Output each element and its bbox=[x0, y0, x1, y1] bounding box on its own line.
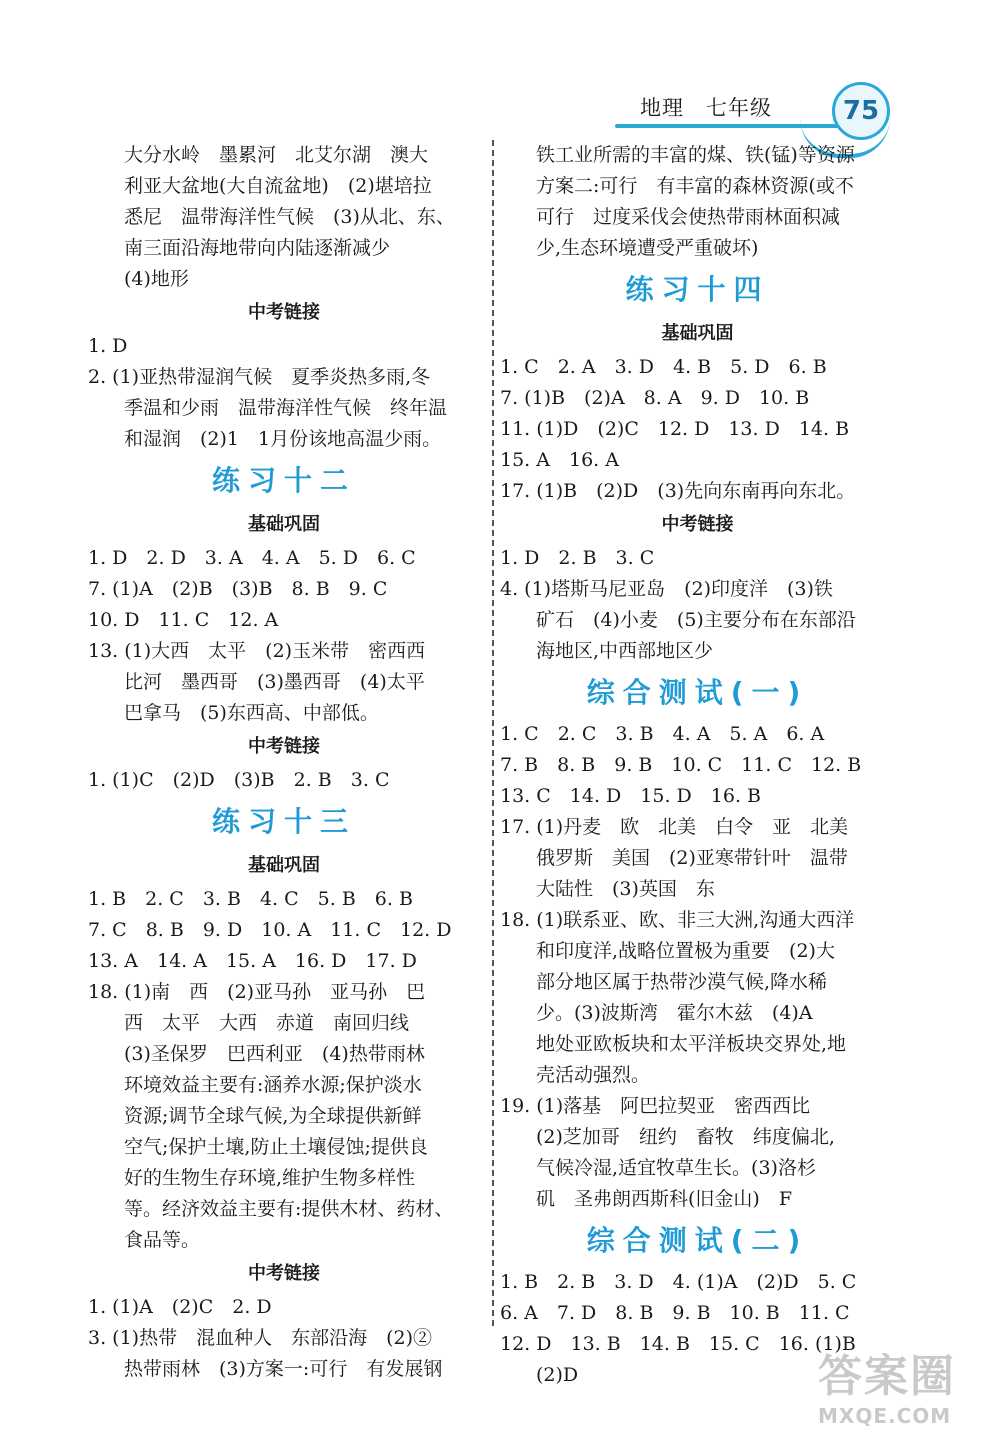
answer-line: 7. C 8. B 9. D 10. A 11. C 12. D bbox=[88, 919, 452, 941]
answer-line: 1. B 2. B 3. D 4. (1)A (2)D 5. C bbox=[500, 1271, 857, 1293]
answer-line: 2. (1)亚热带湿润气候 夏季炎热多雨,冬 bbox=[88, 366, 431, 388]
answer-line: 热带雨林 (3)方案一:可行 有发展钢 bbox=[124, 1358, 443, 1380]
answer-line: 食品等。 bbox=[124, 1229, 201, 1251]
answer-line: 空气;保护土壤,防止土壤侵蚀;提供良 bbox=[124, 1136, 428, 1158]
subsection-heading: 基础巩固 bbox=[248, 514, 320, 535]
answer-line: 等。经济效益主要有:提供木材、药材、 bbox=[124, 1198, 454, 1220]
section-heading: 综合测试(二) bbox=[586, 1224, 809, 1257]
answer-line: 部分地区属于热带沙漠气候,降水稀 bbox=[536, 971, 828, 993]
answer-line: 气候冷湿,适宜牧草生长。(3)洛杉 bbox=[536, 1157, 816, 1179]
answer-line: (3)圣保罗 巴西利亚 (4)热带雨林 bbox=[124, 1043, 425, 1065]
answer-line: 方案二:可行 有丰富的森林资源(或不 bbox=[536, 175, 854, 197]
answer-line: 13. A 14. A 15. A 16. D 17. D bbox=[88, 950, 417, 972]
answer-line: 15. A 16. A bbox=[500, 449, 619, 471]
answer-line: (2)芝加哥 纽约 畜牧 纬度偏北, bbox=[536, 1126, 835, 1148]
section-heading: 练习十三 bbox=[211, 805, 356, 838]
answer-line: 西 太平 大西 赤道 南回归线 bbox=[124, 1012, 410, 1034]
answer-line: 海地区,中西部地区少 bbox=[536, 640, 714, 662]
answer-line: 7. B 8. B 9. B 10. C 11. C 12. B bbox=[500, 754, 862, 776]
answer-line: 南三面沿海地带向内陆逐渐减少 bbox=[124, 237, 391, 259]
answer-line: 季温和少雨 温带海洋性气候 终年温 bbox=[124, 397, 448, 419]
subsection-heading: 中考链接 bbox=[248, 1263, 320, 1284]
section-heading: 练习十四 bbox=[625, 273, 770, 306]
answer-line: (4)地形 bbox=[124, 268, 189, 290]
header-title: 地理 七年级 bbox=[640, 96, 772, 120]
answer-line: 13. (1)大西 太平 (2)玉米带 密西西 bbox=[88, 640, 426, 662]
answer-line: 12. D 13. B 14. B 15. C 16. (1)B bbox=[500, 1333, 856, 1355]
answer-line: 大陆性 (3)英国 东 bbox=[536, 878, 715, 900]
answer-line: 地处亚欧板块和太平洋板块交界处,地 bbox=[536, 1033, 847, 1055]
subsection-heading: 中考链接 bbox=[248, 736, 320, 757]
answer-line: 利亚大盆地(大自流盆地) (2)堪培拉 bbox=[124, 175, 432, 197]
answer-line: 矶 圣弗朗西斯科(旧金山) F bbox=[536, 1188, 793, 1210]
answer-line: 巴拿马 (5)东西高、中部低。 bbox=[124, 702, 379, 724]
watermark-logo-text: 答案圈 bbox=[818, 1351, 956, 1402]
answer-line: 17. (1)B (2)D (3)先向东南再向东北。 bbox=[500, 480, 856, 502]
answer-line: 1. D 2. B 3. C bbox=[500, 547, 655, 569]
answer-line: 1. C 2. A 3. D 4. B 5. D 6. B bbox=[500, 356, 827, 378]
answer-line: 少。(3)波斯湾 霍尔木兹 (4)A bbox=[536, 1002, 813, 1024]
answer-line: 1. B 2. C 3. B 4. C 5. B 6. B bbox=[88, 888, 413, 910]
section-heading: 练习十二 bbox=[211, 464, 356, 497]
answer-line: 4. (1)塔斯马尼亚岛 (2)印度洋 (3)铁 bbox=[500, 578, 833, 600]
answer-line: (2)D bbox=[536, 1364, 579, 1386]
answer-line: 6. A 7. D 8. B 9. B 10. B 11. C bbox=[500, 1302, 850, 1324]
answer-line: 1. (1)A (2)C 2. D bbox=[88, 1296, 272, 1318]
answer-line: 1. D bbox=[88, 335, 128, 357]
answer-line: 7. (1)A (2)B (3)B 8. B 9. C bbox=[88, 578, 388, 600]
left-column bbox=[88, 140, 480, 1385]
column-divider bbox=[492, 140, 494, 1330]
answer-line: 3. (1)热带 混血种人 东部沿海 (2)② bbox=[88, 1327, 432, 1349]
answer-line: 矿石 (4)小麦 (5)主要分布在东部沿 bbox=[536, 609, 856, 631]
answer-line: 壳活动强烈。 bbox=[536, 1064, 651, 1086]
section-heading: 综合测试(一) bbox=[586, 676, 809, 709]
answer-line: 铁工业所需的丰富的煤、铁(锰)等资源 bbox=[536, 144, 855, 166]
answer-line: 7. (1)B (2)A 8. A 9. D 10. B bbox=[500, 387, 810, 409]
watermark-url: MXQE.COM bbox=[818, 1404, 952, 1428]
answer-line: 19. (1)落基 阿巴拉契亚 密西西比 bbox=[500, 1095, 811, 1117]
answer-line: 悉尼 温带海洋性气候 (3)从北、东、 bbox=[124, 206, 455, 228]
answer-line: 13. C 14. D 15. D 16. B bbox=[500, 785, 761, 807]
answer-line: 俄罗斯 美国 (2)亚寒带针叶 温带 bbox=[536, 847, 848, 869]
answer-line: 比河 墨西哥 (3)墨西哥 (4)太平 bbox=[124, 671, 425, 693]
answer-line: 11. (1)D (2)C 12. D 13. D 14. B bbox=[500, 418, 850, 440]
subsection-heading: 基础巩固 bbox=[248, 855, 320, 876]
answer-line: 和湿润 (2)1 1月份该地高温少雨。 bbox=[124, 428, 442, 450]
answer-line: 可行 过度采伐会使热带雨林面积减 bbox=[536, 206, 841, 228]
answer-line: 18. (1)联系亚、欧、非三大洲,沟通大西洋 bbox=[500, 909, 855, 931]
answer-line: 10. D 11. C 12. A bbox=[88, 609, 279, 631]
answer-line: 1. (1)C (2)D (3)B 2. B 3. C bbox=[88, 769, 390, 791]
answer-line: 好的生物生存环境,维护生物多样性 bbox=[124, 1167, 416, 1189]
subsection-heading: 中考链接 bbox=[661, 514, 734, 535]
watermark bbox=[818, 1340, 988, 1428]
answer-line: 少,生态环境遭受严重破坏) bbox=[536, 237, 759, 259]
answer-line: 环境效益主要有:涵养水源;保护淡水 bbox=[124, 1074, 422, 1096]
answer-line: 1. C 2. C 3. B 4. A 5. A 6. A bbox=[500, 723, 825, 745]
answer-line: 18. (1)南 西 (2)亚马孙 亚马孙 巴 bbox=[88, 981, 426, 1003]
answer-line: 资源;调节全球气候,为全球提供新鲜 bbox=[124, 1105, 422, 1127]
answer-line: 大分水岭 墨累河 北艾尔湖 澳大 bbox=[124, 144, 429, 166]
answer-line: 17. (1)丹麦 欧 北美 白令 亚 北美 bbox=[500, 816, 849, 838]
answer-line: 和印度洋,战略位置极为重要 (2)大 bbox=[536, 940, 835, 962]
right-column bbox=[500, 140, 895, 1391]
page-number-badge: 75 bbox=[832, 82, 890, 140]
subsection-heading: 中考链接 bbox=[248, 302, 320, 323]
subsection-heading: 基础巩固 bbox=[661, 323, 734, 344]
answer-line: 1. D 2. D 3. A 4. A 5. D 6. C bbox=[88, 547, 416, 569]
